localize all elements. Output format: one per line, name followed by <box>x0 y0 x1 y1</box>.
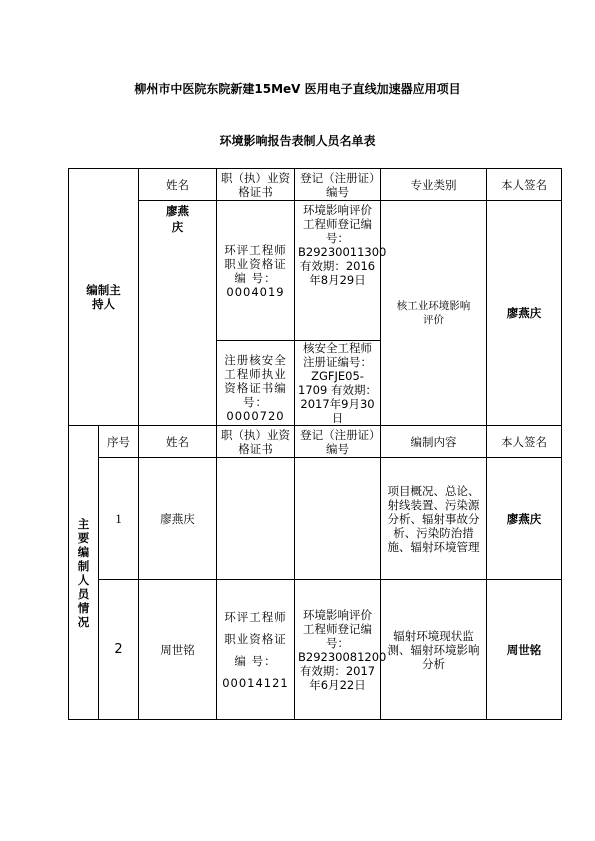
staff-row <box>69 458 562 580</box>
host-header-name: 姓名 <box>139 169 217 201</box>
staff-row-name: 周世铭 <box>139 580 217 720</box>
staff-row-cert <box>217 458 295 580</box>
staff-header-name: 姓名 <box>139 426 217 458</box>
host-specialty: 核工业环境影响评价 <box>381 201 487 426</box>
host-header-reg: 登记（注册证）编号 <box>295 169 381 201</box>
document-title: 柳州市中医院东院新建15MeV 医用电子直线加速器应用项目 <box>134 82 461 96</box>
staff-row-reg <box>295 458 381 580</box>
staff-form-table <box>68 168 562 720</box>
host-header-signature: 本人签名 <box>487 169 562 201</box>
staff-row <box>69 580 562 720</box>
staff-header-signature: 本人签名 <box>487 426 562 458</box>
host-section-label: 编制主持人 <box>69 169 139 426</box>
staff-row-signature: 廖燕庆 <box>487 458 562 580</box>
staff-row-content: 项目概况、总论、射线装置、污染源分析、辐射事故分析、污染防治措施、辐射环境管理 <box>381 458 487 580</box>
staff-section-label: 主要编制人员情况 <box>69 426 99 720</box>
host-cert-1: 环评工程师职业资格证编 号：0004019 <box>217 201 295 341</box>
host-row-1 <box>69 201 562 341</box>
staff-row-cert: 环评工程师职业资格证编 号：00014121 <box>217 580 295 720</box>
document-subtitle: 环境影响报告表制人员名单表 <box>219 134 376 148</box>
host-header-specialty: 专业类别 <box>381 169 487 201</box>
host-name: 廖燕庆 <box>139 201 217 426</box>
staff-header-content: 编制内容 <box>381 426 487 458</box>
host-signature: 廖燕庆 <box>487 201 562 426</box>
staff-row-no: 2 <box>99 580 139 720</box>
host-cert-2: 注册核安全工程师执业资格证书编号：0000720 <box>217 341 295 426</box>
staff-row-reg: 环境影响评价工程师登记编号：B29230081200 有效期：2017年6月22日 <box>295 580 381 720</box>
host-reg-1: 环境影响评价工程师登记编号：B29230011300 有效期：2016年8月29日 <box>295 201 381 341</box>
staff-row-content: 辐射环境现状监测、辐射环境影响分析 <box>381 580 487 720</box>
staff-header-cert: 职（执）业资格证书 <box>217 426 295 458</box>
staff-header-row <box>69 426 562 458</box>
staff-header-reg: 登记（注册证）编号 <box>295 426 381 458</box>
host-reg-2: 核安全工程师注册证编号：ZGFJE05-1709 有效期：2017年9月30日 <box>295 341 381 426</box>
host-header-cert: 职（执）业资格证书 <box>217 169 295 201</box>
staff-header-no: 序号 <box>99 426 139 458</box>
host-header-row <box>69 169 562 201</box>
staff-row-no: 1 <box>99 458 139 580</box>
staff-row-signature: 周世铭 <box>487 580 562 720</box>
staff-row-name: 廖燕庆 <box>139 458 217 580</box>
